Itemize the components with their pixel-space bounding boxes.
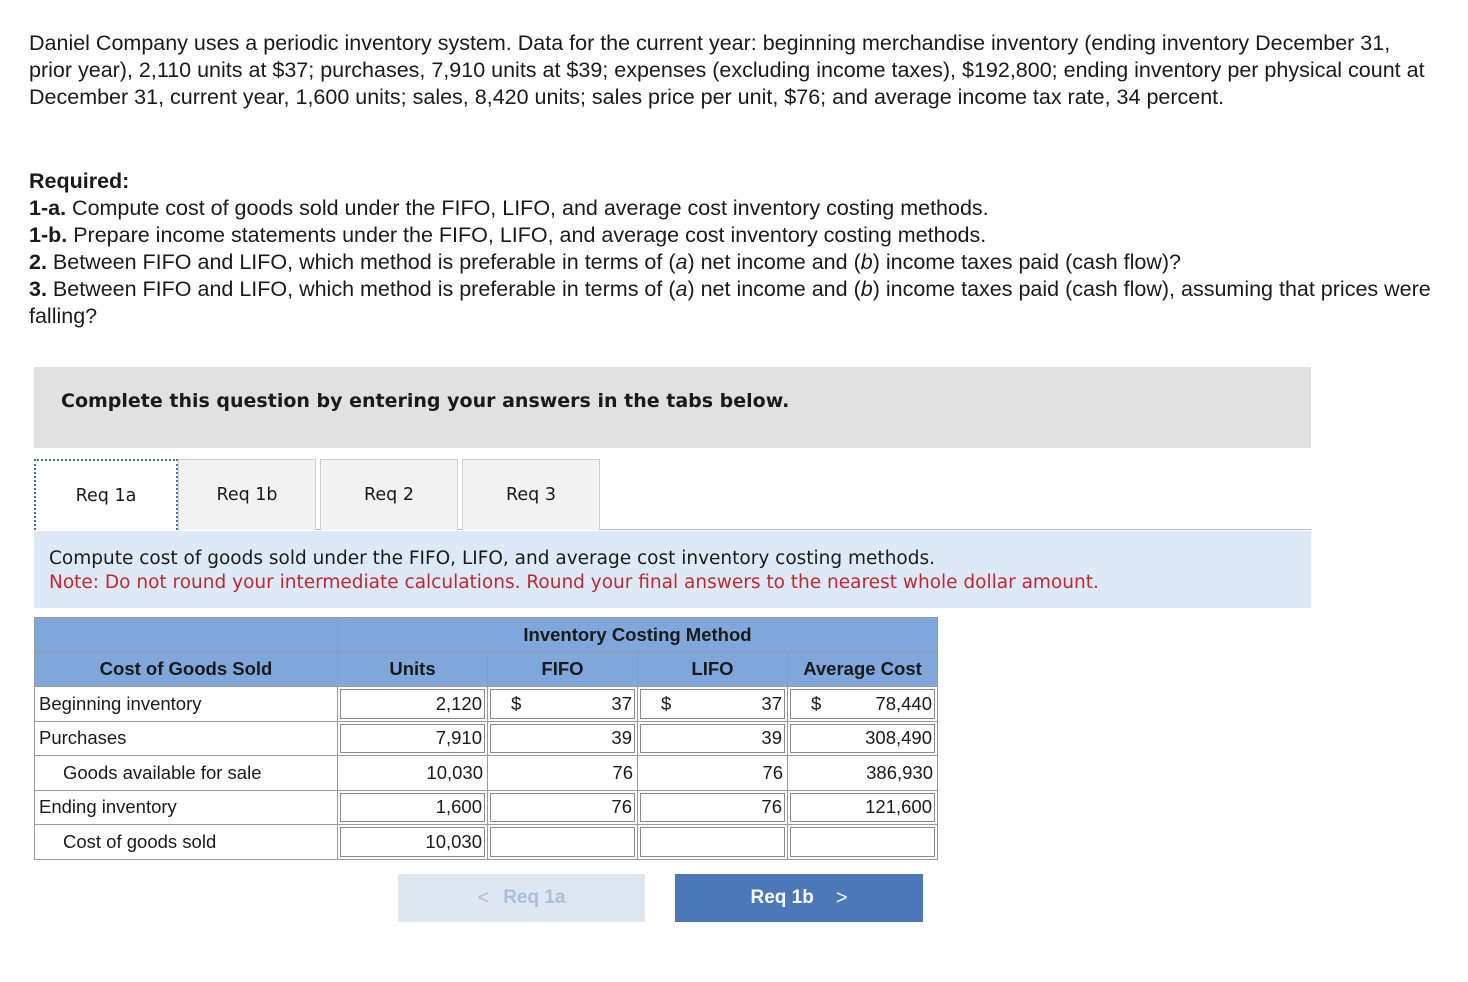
header-cogs: Cost of Goods Sold — [35, 652, 338, 687]
header-lifo: LIFO — [638, 652, 788, 687]
required-section — [29, 168, 1439, 330]
problem-text: Daniel Company uses a periodic inventory system. Data for the current year: beginning merchandise inventory (ending inventory December 31, prior year), 2,110 units at $37; purchases, 7,910 units at $39; expenses (excluding income taxes), $192,800; ending inventory per physical count at December 31, current year, 1,600 units; sales, 8,420 units; sales price per unit, $76; and average income tax rate, 34 percent. — [29, 31, 1425, 109]
tab-req-3[interactable]: Req 3 — [462, 459, 600, 530]
lifo-input[interactable] — [638, 825, 788, 860]
units-input[interactable]: 2,120 — [338, 687, 488, 722]
row-label: Beginning inventory — [35, 687, 338, 722]
fifo-input[interactable]: 39 — [488, 721, 638, 756]
header-average: Average Cost — [788, 652, 938, 687]
row-label: Purchases — [35, 721, 338, 756]
lifo-input[interactable]: $ 37 — [638, 687, 788, 722]
fifo-value: 76 — [488, 756, 638, 791]
tab-req-1b[interactable]: Req 1b — [178, 459, 316, 530]
row-label: Goods available for sale — [35, 756, 338, 791]
lifo-input[interactable]: 39 — [638, 721, 788, 756]
chevron-right-icon: > — [835, 886, 848, 909]
tab-instructions — [34, 531, 1311, 608]
units-input[interactable]: 7,910 — [338, 721, 488, 756]
required-title: Required: — [29, 169, 130, 193]
prev-button[interactable] — [398, 874, 645, 922]
req-item-2: 2. Between FIFO and LIFO, which method is preferable in terms of (a) net income and (b) income taxes paid (cash flow)? — [29, 250, 1181, 274]
header-group: Inventory Costing Method — [338, 618, 938, 653]
fifo-input[interactable] — [488, 825, 638, 860]
average-value: 386,930 — [788, 756, 938, 791]
fifo-input[interactable]: $ 37 — [488, 687, 638, 722]
dollar-sign: $ — [511, 692, 522, 714]
lifo-input[interactable]: 76 — [638, 790, 788, 825]
chevron-left-icon: < — [477, 886, 490, 909]
table-row — [35, 687, 938, 722]
cogs-table — [34, 617, 938, 860]
next-button-label: Req 1b — [750, 887, 814, 908]
req-item-3: 3. Between FIFO and LIFO, which method is preferable in terms of (a) net income and (b) income taxes paid (cash flow), assuming that prices were falling? — [29, 277, 1431, 328]
fifo-input[interactable]: 76 — [488, 790, 638, 825]
row-label: Cost of goods sold — [35, 825, 338, 860]
table-row — [35, 825, 938, 860]
units-input[interactable]: 10,030 — [338, 825, 488, 860]
req-item-1b: 1-b. Prepare income statements under the FIFO, LIFO, and average cost inventory costing methods. — [29, 223, 987, 247]
average-input[interactable]: 121,600 — [788, 790, 938, 825]
header-empty — [35, 618, 338, 653]
average-input[interactable]: $ 78,440 — [788, 687, 938, 722]
instruction-main: Compute cost of goods sold under the FIFO, LIFO, and average cost inventory costing methods. — [49, 548, 935, 569]
instructions-banner: Complete this question by entering your answers in the tabs below. — [34, 367, 1311, 448]
req-item-1a: 1-a. Compute cost of goods sold under the FIFO, LIFO, and average cost inventory costing methods. — [29, 196, 989, 220]
table-row — [35, 790, 938, 825]
tab-req-1a[interactable]: Req 1a — [34, 459, 178, 530]
tab-req-2[interactable]: Req 2 — [320, 459, 458, 530]
table-row — [35, 721, 938, 756]
units-value: 10,030 — [338, 756, 488, 791]
units-input[interactable]: 1,600 — [338, 790, 488, 825]
tab-bar — [34, 459, 1311, 530]
lifo-value: 76 — [638, 756, 788, 791]
header-units: Units — [338, 652, 488, 687]
header-fifo: FIFO — [488, 652, 638, 687]
row-label: Ending inventory — [35, 790, 338, 825]
average-input[interactable]: 308,490 — [788, 721, 938, 756]
dollar-sign: $ — [661, 692, 672, 714]
prev-button-label: Req 1a — [503, 887, 566, 908]
table-row — [35, 756, 938, 791]
instruction-note: Note: Do not round your intermediate calculations. Round your final answers to the nearest whole dollar amount. — [49, 572, 1099, 593]
average-input[interactable] — [788, 825, 938, 860]
dollar-sign: $ — [811, 692, 822, 714]
next-button[interactable] — [675, 874, 923, 922]
